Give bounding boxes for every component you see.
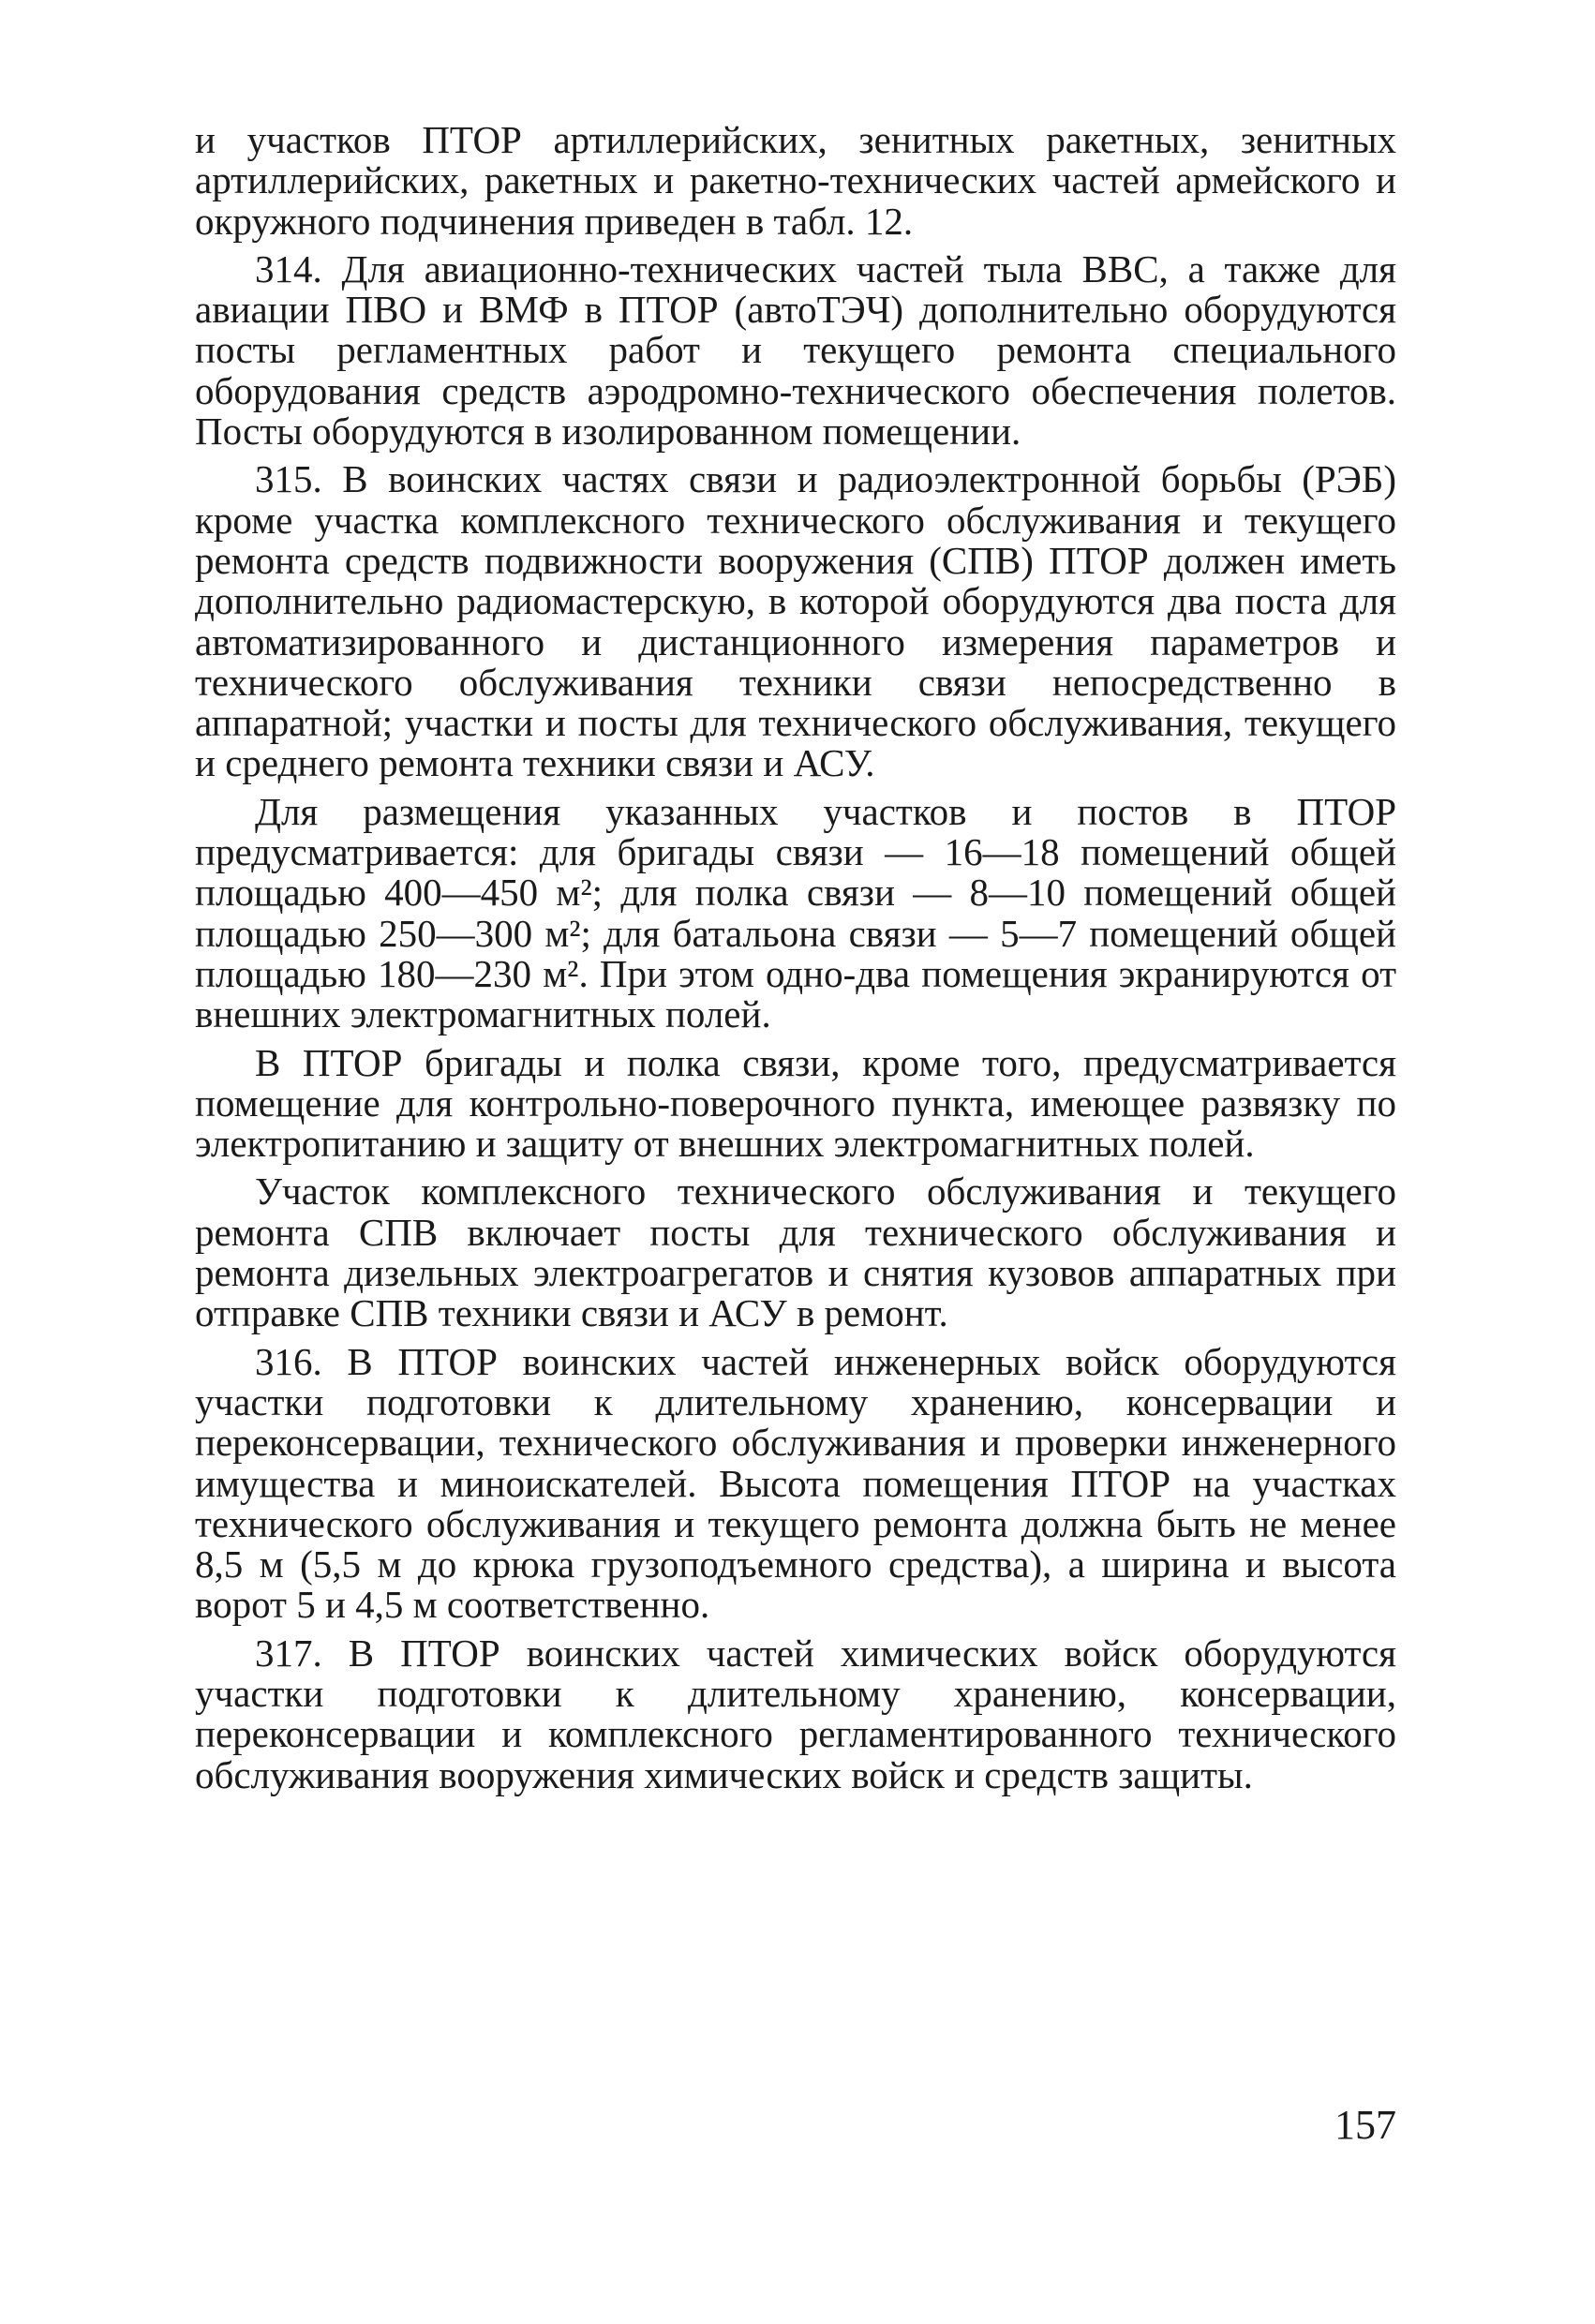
paragraph-317: 317. В ПТОР воинских частей химических войск оборудуются участки подготовки к длительному хранению, консервации, переконсервации и комплексного регламентированного технического обслуживания вооружения химических войск и средств защиты. [195,1631,1396,1796]
paragraph-continuation: и участков ПТОР артиллерийских, зенитных ракетных, зенитных артиллерийских, ракетных и ракетно-технических частей армейского и окружного подчинения приведен в табл. 12. [195,118,1396,243]
paragraph-315: 315. В воинских частях связи и радиоэлектронной борьбы (РЭБ) кроме участка комплексного технического обслуживания и текущего ремонта средств подвижности вооружения (СПВ) ПТОР должен иметь дополнительно радиомастерскую, в которой оборудуются два поста для автоматизированного и дистанционного измерения параметров и технического обслуживания техники связи непосредственно в аппаратной; участки и посты для технического обслуживания, текущего и среднего ремонта техники связи и АСУ. [195,457,1396,785]
paragraph-314: 314. Для авиационно-технических частей тыла ВВС, а также для авиации ПВО и ВМФ в ПТОР (автоТЭЧ) дополнительно оборудуются посты регламентных работ и текущего ремонта специального оборудования средств аэродромно-технического обеспечения полетов. Посты оборудуются в изолированном помещении. [195,246,1396,454]
paragraph-spv-section: Участок комплексного технического обслуживания и текущего ремонта СПВ включает посты для технического обслуживания и ремонта дизельных электроагрегатов и снятия кузовов аппаратных при отправке СПВ техники связи и АСУ в ремонт. [195,1169,1396,1335]
paragraph-control-point: В ПТОР бригады и полка связи, кроме того, предусматривается помещение для контрольно-поверочного пункта, имеющее развязку по электропитанию и защиту от внешних электромагнитных полей. [195,1040,1396,1166]
page-number: 157 [1334,2102,1396,2148]
document-page [195,120,1396,2275]
paragraph-316: 316. В ПТОР воинских частей инженерных войск оборудуются участки подготовки к длительному хранению, консервации и переконсервации, технического обслуживания и проверки инженерного имущества и миноискателей. Высота помещения ПТОР на участках технического обслуживания и текущего ремонта должна быть не менее 8,5 м (5,5 м до крюка грузоподъемного средства), а ширина и высота ворот 5 и 4,5 м соответственно. [195,1339,1396,1627]
paragraph-communication-rooms: Для размещения указанных участков и постов в ПТОР предусматривается: для бригады связи — 16—18 помещений общей площадью 400—450 м²; для полка связи — 8—10 помещений общей площадью 250—300 м²; для батальона связи — 5—7 помещений общей площадью 180—230 м². При этом одно-два помещения экранируются от внешних электромагнитных полей. [195,789,1396,1036]
